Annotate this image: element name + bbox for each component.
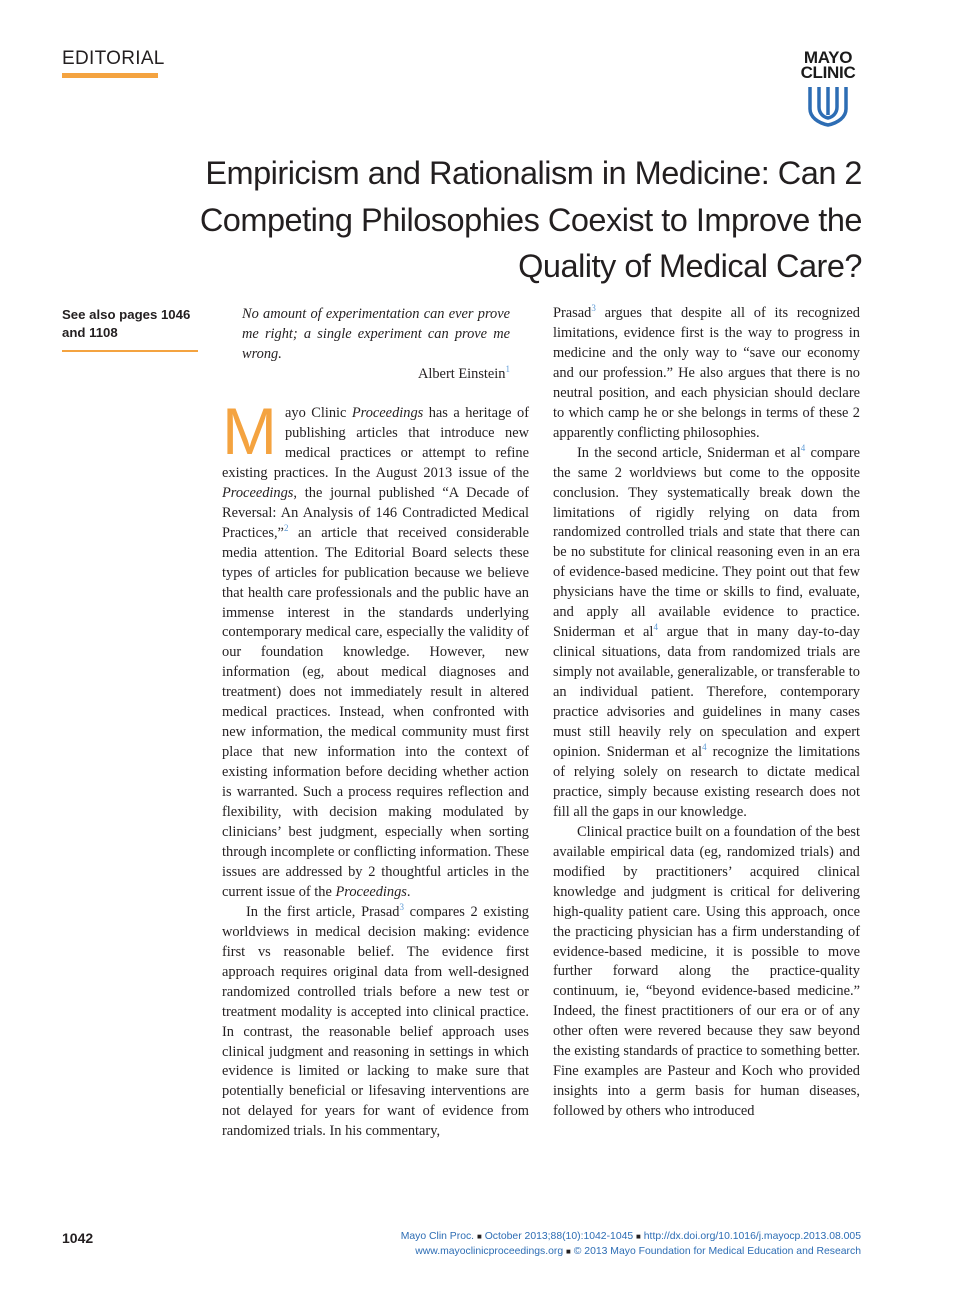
journal-name: Proceedings [222,484,294,501]
copyright: © 2013 Mayo Foundation for Medical Education and Research [573,1246,861,1257]
text-run: , the journal published “A Decade of Reversal: An Analysis of 146 Contradicted Medical Practices,” [222,484,529,541]
text-run: Prasad [553,305,592,321]
mayo-shields-icon [801,83,855,127]
website-link[interactable]: www.mayoclinicproceedings.org [415,1246,564,1257]
reference-link[interactable]: 3 [399,901,404,912]
article-title: Empiricism and Rationalism in Medicine: Can 2 Competing Philosophies Coexist to Improve the Quality of Medical Care? [199,155,862,284]
epigraph [242,304,510,384]
reference-link[interactable]: 2 [283,522,289,533]
logo-text-line1: MAYO [803,48,853,67]
reference-link[interactable]: 3 [591,303,596,313]
text-run: compare the same 2 worldviews but come to the opposite conclusion. They systematically break down the limitations of rigidly relying on data from randomized controlled trials and state that there can be no substitute for clinical reasoning even in an era of evidence-based medicine. They point out that few physicians have the time or skills to find, evaluate, and apply all available evidence to practice. Sniderman et al [553,444,861,641]
text-run: argues that despite all of its recognized limitations, evidence first is the way to progress in medicine and the only way to “save our economy and our profession.” He also argues that there is no neutral position, and each physician should declare to which camp he or she belongs in terms of these 2 apparently conflicting philosophies. [553,305,860,441]
drop-cap: M [222,394,277,468]
text-run: argue that in many day-to-day clinical situations, data from randomized trials are simply not available, generalizable, or transferable to an individual patient. Therefore, contemporary practice advisories and guidelines in many cases must still heavily rely on speculation and expert opinion. Sniderman et al [553,624,860,760]
epigraph-author: Albert Einstein [417,366,506,382]
footer-citation [300,1229,861,1259]
journal-abbrev: Mayo Clin Proc. [400,1231,475,1242]
reference-link[interactable]: 4 [800,442,806,453]
paragraph [553,444,860,823]
footer-line-1 [300,1229,861,1244]
paragraph: Clinical practice built on a foundation of the best available empirical data (eg, randomized trials) and modified by practitioners’ acquired clinical knowledge and judgment is critical for delivering high-quality patient care. Using this approach, once the practicing physician has a firm understanding of evidence-based medicine, it is possible to move further forward along the practice-quality continuum, ie, “beyond evidence-based medicine.” Indeed, the finest practitioners of our era or of any other often were revered because they saw beyond the existing standards of practice to something better. Fine examples are Pasteur and Koch who provided insights into a germ basis for human diseases, followed by others who introduced [553,823,860,1120]
logo-text-line2: CLINIC [800,63,856,82]
text-run: recognize the limitations of relying solely on research to dictate medical practice, simply because existing research does not fill all the gaps in our knowledge. [553,743,860,820]
page-number: 1042 [62,1230,94,1246]
body-column-left [222,394,529,1142]
separator-icon: ■ [566,1247,571,1256]
section-label: EDITORIAL [62,48,165,69]
text-run: compares 2 existing worldviews in medical decision making: evidence first vs reasonable belief. The evidence first approach requires original data from well-designed randomized controlled trials before a new test or treatment modality is accepted into clinical practice. In contrast, the reasonable belief approach uses clinical judgment and reasoning in settings in which evidence is limited or lacking to make sure that potentially beneficial or lifesaving interventions are not delayed for years for want of evidence from randomized trials. In his commentary, [222,903,529,1140]
text-run: an article that received considerable media attention. The Editorial Board selects these types of articles for publication because we believe that health care professionals and the public have an immense interest in the standards underlying contemporary medical care, especially the validity of our foundation knowledge. However, new information (eg, about medical diagnoses and treatment) does not immediately result in altered medical practices. Instead, when confronted with new information, the medical community must first place that new information into the context of existing information before deciding whether action is warranted. Such a process requires reflection and flexibility, with decision making modulated by clinicians’ best judgment, especially when sorting through incomplete or conflicting information. These issues are addressed by 2 thoughtful articles in the current issue of the [222,524,529,900]
journal-name: Proceedings [335,883,407,900]
text-run: . [406,883,411,900]
paragraph [222,903,529,1142]
journal-name: Proceedings [351,405,424,421]
issue-info: October 2013;88(10):1042-1045 [484,1231,634,1242]
separator-icon: ■ [636,1232,641,1241]
reference-link[interactable]: 4 [653,622,658,633]
see-also-underline [62,350,198,352]
text-run: In the first article, Prasad [246,903,400,920]
separator-icon: ■ [476,1232,482,1241]
text-run: has a heritage of publishing articles that introduce new medical practices or attempt to refine existing practices. In the August 2013 issue of the [222,405,529,481]
see-also-note: See also pages 1046 and 1108 [62,307,191,340]
paragraph [553,304,860,444]
section-underline [62,73,158,78]
body-column-right [553,304,860,1122]
epigraph-author-line [242,364,510,384]
reference-link[interactable]: 4 [702,741,707,752]
text-run: In the second article, Sniderman et al [577,444,801,461]
footer-line-2 [300,1244,861,1259]
paragraph [222,394,529,903]
text-run: ayo Clinic [284,405,352,421]
mayo-clinic-logo [790,50,866,127]
epigraph-quote: No amount of experimentation can ever prove me right; a single experiment can prove me wrong. [242,306,510,362]
doi-link[interactable]: http://dx.doi.org/10.1016/j.mayocp.2013.08.005 [643,1231,861,1242]
reference-link[interactable]: 1 [505,364,510,374]
